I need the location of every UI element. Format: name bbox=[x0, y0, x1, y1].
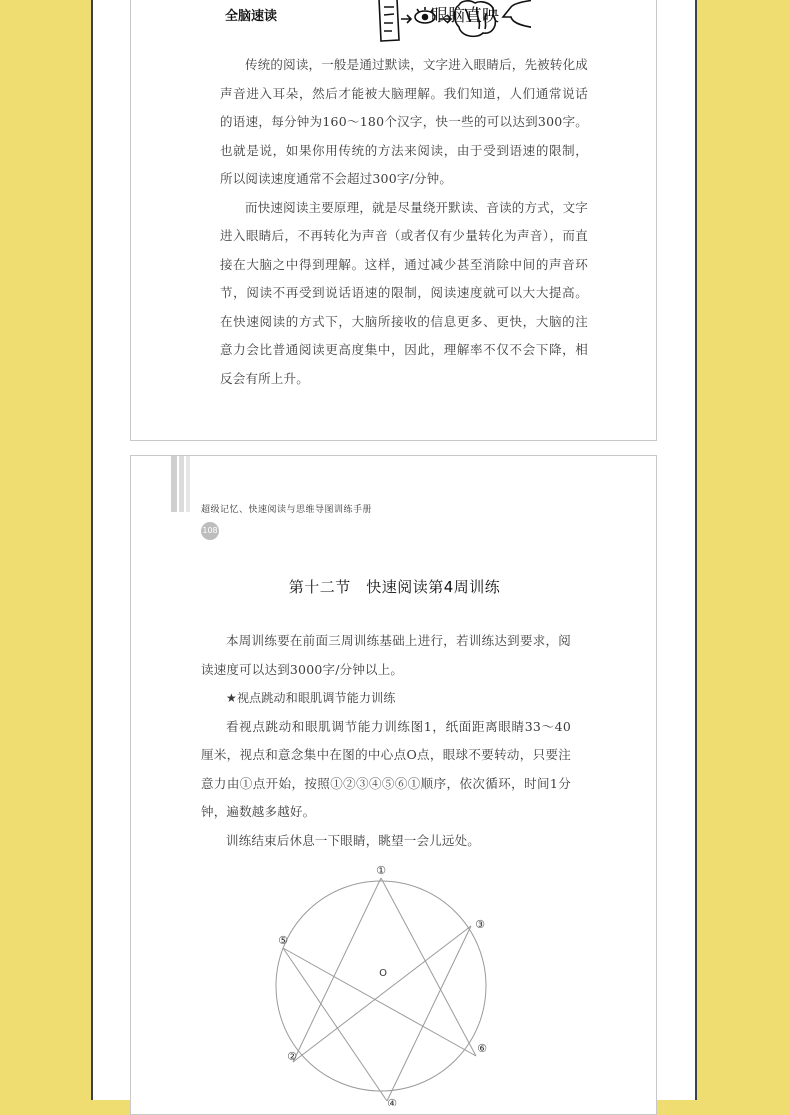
bullet-heading: ★视点跳动和眼肌调节能力训练 bbox=[226, 691, 396, 705]
center-point-label: O bbox=[379, 968, 387, 979]
point-label-2: ② bbox=[287, 1050, 297, 1063]
bottom-page bbox=[130, 455, 657, 1115]
paragraph: 而快速阅读主要原理，就是尽量绕开默读、音读的方式，文字进入眼睛后，不再转化为声音（或者仅有少量转化为声音），而直接在大脑之中得到理解。这样，通过减少甚至消除中间的声音环节，阅读不再受到说话语速的限制，阅读速度就可以大大提高。在快速阅读的方式下，大脑所接收的信息更多、更快，大脑的注意力会比普通阅读更高度集中，因此，理解率不仅不会下降，相反会有所上升。 bbox=[220, 199, 588, 386]
intro-paragraph: 本周训练要在前面三周训练基础上进行，若训练达到要求，阅读速度可以达到3000字/分钟以上。 bbox=[201, 633, 571, 677]
section-title: 第十二节 快速阅读第4周训练 bbox=[288, 578, 501, 596]
instruction-paragraph: 看视点跳动和眼肌调节能力训练图1，纸面距离眼睛33～40厘米，视点和意念集中在图的中心点O点，眼球不要转动，只要注意力由①点开始，按照①②③④⑤⑥①顺序，依次循环，时间1分钟，遍数越多越好。 bbox=[201, 718, 571, 819]
illustration-banner bbox=[221, 0, 531, 49]
top-page bbox=[130, 0, 657, 441]
eye-training-diagram bbox=[271, 856, 491, 1106]
banner-label-right: 眼脑直映 bbox=[431, 6, 499, 26]
paragraph: 传统的阅读，一般是通过默读，文字进入眼睛后，先被转化成声音进入耳朵，然后才能被大脑理解。我们知道，人们通常说话的语速，每分钟为160～180个汉字，快一些的可以达到300字。也就是说，如果你用传统的方法来阅读，由于受到语速的限制，所以阅读速度通常不会超过300字/分钟。 bbox=[220, 57, 588, 186]
banner-label-left: 全脑速读 bbox=[225, 9, 278, 24]
decorative-stripes bbox=[171, 456, 193, 512]
point-label-6: ⑥ bbox=[477, 1042, 487, 1055]
after-note: 训练结束后休息一下眼睛，眺望一会儿远处。 bbox=[226, 832, 481, 848]
point-label-4: ④ bbox=[387, 1097, 397, 1106]
point-label-1: ① bbox=[376, 864, 386, 877]
top-body-text bbox=[220, 51, 588, 393]
point-label-5: ⑤ bbox=[278, 934, 288, 947]
bottom-body-text bbox=[201, 627, 571, 855]
page-number-badge: 108 bbox=[201, 522, 219, 540]
running-head: 超级记忆、快速阅读与思维导图训练手册 bbox=[201, 505, 373, 515]
point-label-3: ③ bbox=[475, 918, 485, 931]
